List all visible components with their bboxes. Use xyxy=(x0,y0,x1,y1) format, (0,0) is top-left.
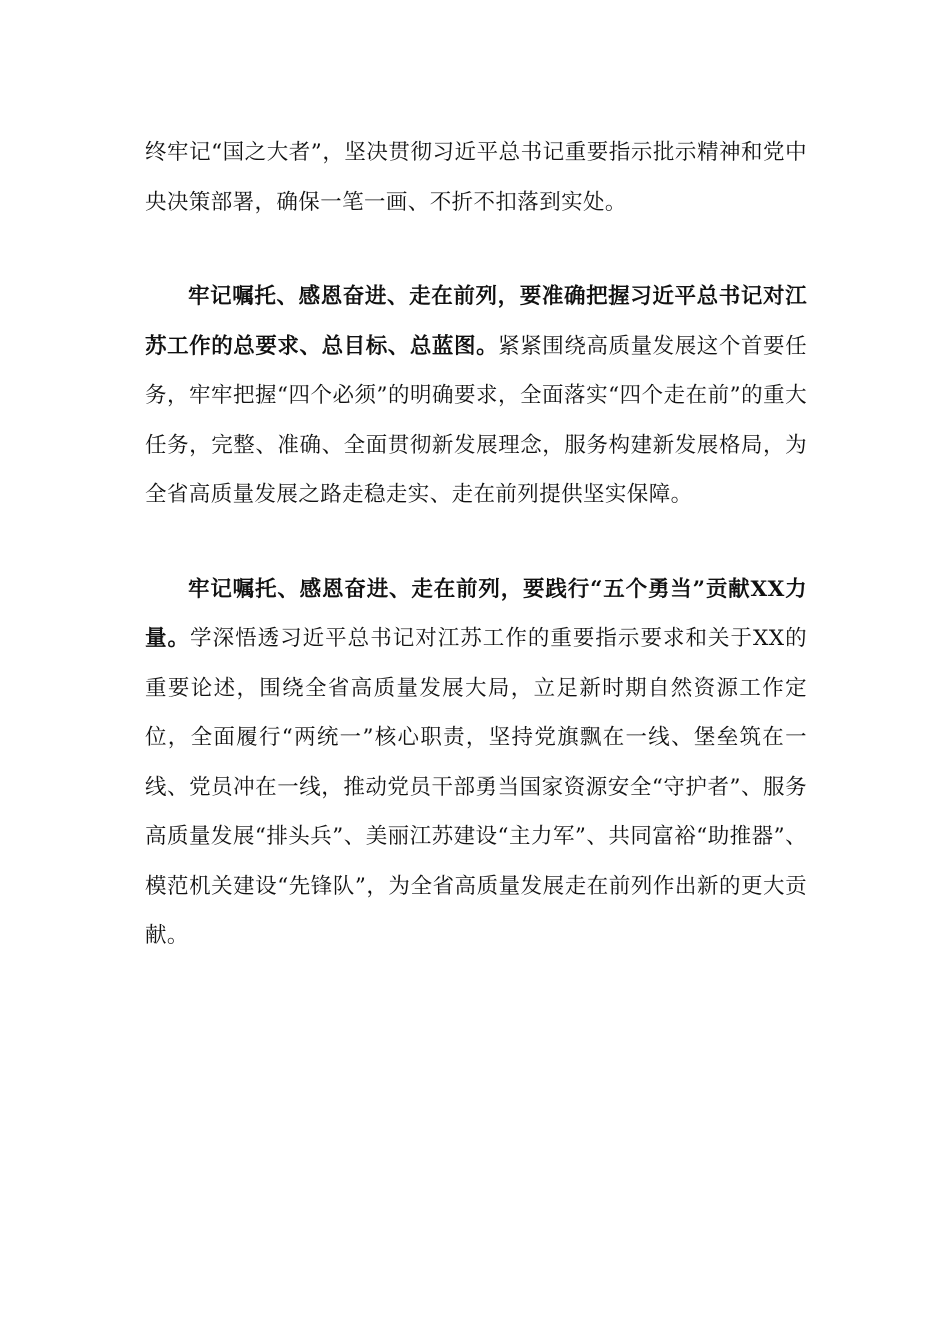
paragraph-heading: 牢记嘱托、感恩奋进、走在前列，要践行“五个勇当”贡献XX力量。 xyxy=(145,576,807,651)
paragraph-text: 终牢记“国之大者”，坚决贯彻习近平总书记重要指示批示精神和党中央决策部署，确保一笔一画、不折不扣落到实处。 xyxy=(145,140,807,215)
paragraph-continuation xyxy=(145,128,807,227)
paragraph-heading: 牢记嘱托、感恩奋进、走在前列，要准确把握习近平总书记对江苏工作的总要求、总目标、总蓝图。 xyxy=(145,284,807,359)
paragraph-text: 学深悟透习近平总书记对江苏工作的重要指示要求和关于XX的重要论述，围绕全省高质量发展大局，立足新时期自然资源工作定位，全面履行“两统一”核心职责，坚持党旗飘在一线、堡垒筑在一线、党员冲在一线，推动党员干部勇当国家资源安全“守护者”、服务高质量发展“排头兵”、美丽江苏建设“主力军”、共同富裕“助推器”、模范机关建设“先锋队”，为全省高质量发展走在前列作出新的更大贡献。 xyxy=(145,626,807,948)
document-body xyxy=(145,128,807,961)
paragraph-overall-requirements xyxy=(145,272,807,520)
paragraph-five-roles xyxy=(145,565,807,961)
paragraph-text: 紧紧围绕高质量发展这个首要任务，牢牢把握“四个必须”的明确要求，全面落实“四个走在前”的重大任务，完整、准确、全面贯彻新发展理念，服务构建新发展格局，为全省高质量发展之路走稳走实、走在前列提供坚实保障。 xyxy=(145,333,807,507)
